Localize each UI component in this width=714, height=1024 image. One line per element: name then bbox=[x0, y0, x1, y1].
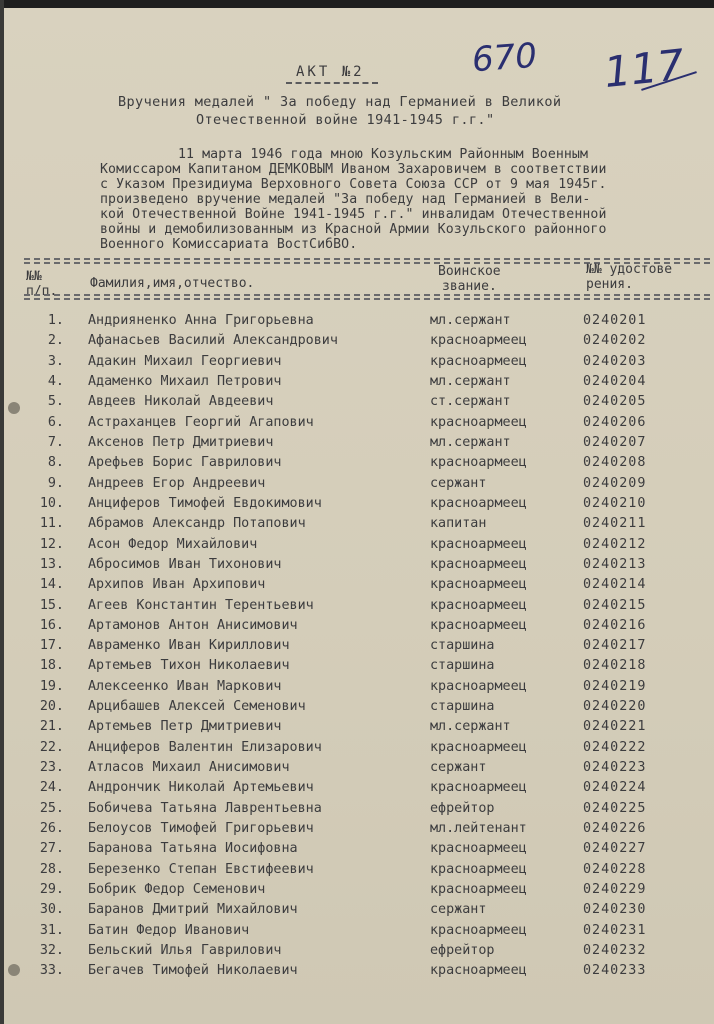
paragraph-line: 11 марта 1946 года мною Козульским Районным Военным bbox=[178, 147, 589, 162]
row-number: 8. bbox=[47, 455, 64, 471]
row-number: 16. bbox=[39, 617, 64, 633]
document-subtitle-line2: Отечественной войне 1941-1945 г.г." bbox=[196, 112, 495, 128]
table-row bbox=[0, 577, 714, 597]
row-certificate-number: 0240212 bbox=[583, 536, 647, 552]
row-number: 32. bbox=[39, 942, 64, 958]
row-number: 1. bbox=[47, 313, 64, 328]
row-rank: мл.сержант bbox=[430, 313, 511, 328]
row-rank: ст.сержант bbox=[430, 394, 511, 410]
row-full-name: Артемьев Петр Дмитриевич bbox=[88, 719, 282, 735]
table-row bbox=[0, 476, 714, 496]
row-certificate-number: 0240221 bbox=[583, 719, 647, 735]
row-rank: красноармеец bbox=[430, 678, 527, 694]
paragraph-line: кой Отечественной Войне 1941-1945 г.г." инвалидам Отечественной bbox=[100, 207, 607, 222]
row-certificate-number: 0240231 bbox=[583, 922, 647, 938]
table-row bbox=[0, 516, 714, 536]
row-rank: сержант bbox=[430, 760, 487, 775]
row-certificate-number: 0240228 bbox=[583, 861, 647, 877]
row-rank: старшина bbox=[430, 699, 495, 715]
table-row bbox=[0, 719, 714, 739]
row-full-name: Березенко Степан Евстифеевич bbox=[88, 861, 314, 877]
document-title: АКТ №2 bbox=[296, 64, 365, 80]
row-number: 20. bbox=[39, 699, 64, 715]
header-cert: №№ удостове рения. bbox=[586, 262, 673, 292]
header-name: Фамилия,имя,отчество. bbox=[90, 276, 255, 291]
table-row bbox=[0, 821, 714, 841]
paragraph-line: произведено вручение медалей "За победу над Германией в Вели- bbox=[100, 192, 591, 207]
row-certificate-number: 0240225 bbox=[583, 800, 647, 816]
row-certificate-number: 0240220 bbox=[583, 699, 647, 715]
table-row bbox=[0, 862, 714, 882]
row-rank: мл.сержант bbox=[430, 374, 511, 389]
row-certificate-number: 0240233 bbox=[583, 963, 647, 979]
row-number: 5. bbox=[47, 394, 64, 410]
table-row bbox=[0, 658, 714, 678]
row-certificate-number: 0240202 bbox=[583, 333, 647, 349]
row-full-name: Андрияненко Анна Григорьевна bbox=[88, 313, 314, 328]
row-rank: мл.лейтенант bbox=[430, 821, 527, 836]
row-rank: старшина bbox=[430, 658, 495, 674]
row-certificate-number: 0240209 bbox=[583, 475, 647, 491]
table-row bbox=[0, 740, 714, 760]
row-number: 18. bbox=[39, 658, 64, 674]
row-certificate-number: 0240222 bbox=[583, 739, 647, 755]
row-certificate-number: 0240211 bbox=[583, 516, 647, 532]
table-row bbox=[0, 760, 714, 780]
table-row bbox=[0, 333, 714, 353]
row-rank: старшина bbox=[430, 638, 495, 654]
row-number: 14. bbox=[39, 577, 64, 593]
row-full-name: Арцибашев Алексей Семенович bbox=[88, 699, 306, 715]
table-header-rule bbox=[24, 298, 710, 300]
paragraph-line: Комиссаром Капитаном ДЕМКОВЫМ Иваном Захаровичем в соответствии bbox=[100, 162, 607, 177]
row-rank: красноармеец bbox=[430, 556, 527, 572]
row-rank: сержант bbox=[430, 902, 487, 918]
row-certificate-number: 0240229 bbox=[583, 882, 647, 897]
row-full-name: Баранова Татьяна Иосифовна bbox=[88, 841, 298, 857]
row-number: 25. bbox=[39, 800, 64, 816]
table-row bbox=[0, 638, 714, 658]
handwritten-number-left: 670 bbox=[470, 35, 539, 81]
row-certificate-number: 0240217 bbox=[583, 638, 647, 654]
document-subtitle-line1: Вручения медалей " За победу над Германией в Великой bbox=[118, 94, 562, 110]
row-rank: красноармеец bbox=[430, 780, 527, 796]
row-rank: красноармеец bbox=[430, 841, 527, 857]
row-full-name: Абрамов Александр Потапович bbox=[88, 516, 306, 532]
row-full-name: Агеев Константин Терентьевич bbox=[88, 597, 314, 613]
table-row bbox=[0, 496, 714, 516]
row-certificate-number: 0240213 bbox=[583, 556, 647, 572]
row-number: 24. bbox=[39, 780, 64, 796]
row-full-name: Баранов Дмитрий Михайлович bbox=[88, 902, 298, 918]
row-certificate-number: 0240204 bbox=[583, 374, 647, 389]
header-num: №№ п/п. bbox=[26, 269, 58, 299]
row-full-name: Артамонов Антон Анисимович bbox=[88, 617, 298, 633]
row-certificate-number: 0240205 bbox=[583, 394, 647, 410]
row-full-name: Астраханцев Георгий Агапович bbox=[88, 414, 314, 430]
row-number: 17. bbox=[39, 638, 64, 654]
table-row bbox=[0, 882, 714, 902]
row-certificate-number: 0240216 bbox=[583, 617, 647, 633]
table-row bbox=[0, 415, 714, 435]
table-row bbox=[0, 923, 714, 943]
row-full-name: Адакин Михаил Георгиевич bbox=[88, 353, 282, 369]
row-number: 28. bbox=[39, 861, 64, 877]
table-header-rule bbox=[24, 294, 710, 296]
table-row bbox=[0, 679, 714, 699]
row-full-name: Анциферов Валентин Елизарович bbox=[88, 739, 322, 755]
row-rank: красноармеец bbox=[430, 739, 527, 755]
row-rank: красноармеец bbox=[430, 861, 527, 877]
row-certificate-number: 0240226 bbox=[583, 821, 647, 836]
row-rank: ефрейтор bbox=[430, 800, 495, 816]
row-full-name: Авраменко Иван Кириллович bbox=[88, 638, 290, 654]
row-certificate-number: 0240224 bbox=[583, 780, 647, 796]
row-full-name: Анциферов Тимофей Евдокимович bbox=[88, 495, 322, 511]
row-rank: красноармеец bbox=[430, 922, 527, 938]
row-full-name: Алексеенко Иван Маркович bbox=[88, 678, 282, 694]
row-number: 10. bbox=[39, 495, 64, 511]
row-number: 26. bbox=[39, 821, 64, 836]
header-rank: Воинское звание. bbox=[438, 264, 501, 294]
table-row bbox=[0, 699, 714, 719]
row-rank: сержант bbox=[430, 475, 487, 491]
row-rank: красноармеец bbox=[430, 414, 527, 430]
handwritten-number-right: 117 bbox=[601, 39, 687, 98]
table-row bbox=[0, 598, 714, 618]
row-certificate-number: 0240218 bbox=[583, 658, 647, 674]
table-row bbox=[0, 801, 714, 821]
row-certificate-number: 0240214 bbox=[583, 577, 647, 593]
row-number: 4. bbox=[47, 374, 64, 389]
row-number: 3. bbox=[47, 353, 64, 369]
table-row bbox=[0, 943, 714, 963]
row-number: 22. bbox=[39, 739, 64, 755]
row-rank: мл.сержант bbox=[430, 434, 511, 450]
row-number: 29. bbox=[39, 882, 64, 897]
row-number: 23. bbox=[39, 760, 64, 775]
row-certificate-number: 0240208 bbox=[583, 455, 647, 471]
row-full-name: Адаменко Михаил Петрович bbox=[88, 374, 282, 389]
row-number: 30. bbox=[39, 902, 64, 918]
row-rank: красноармеец bbox=[430, 333, 527, 349]
table-row bbox=[0, 455, 714, 475]
paragraph-line: с Указом Президиума Верховного Совета Союза ССР от 9 мая 1945г. bbox=[100, 177, 607, 192]
row-full-name: Батин Федор Иванович bbox=[88, 922, 250, 938]
row-rank: красноармеец bbox=[430, 536, 527, 552]
row-full-name: Афанасьев Василий Александрович bbox=[88, 333, 338, 349]
row-number: 19. bbox=[39, 678, 64, 694]
table-row bbox=[0, 354, 714, 374]
table-row bbox=[0, 963, 714, 983]
row-rank: красноармеец bbox=[430, 455, 527, 471]
row-certificate-number: 0240230 bbox=[583, 902, 647, 918]
row-number: 33. bbox=[39, 963, 64, 979]
table-row bbox=[0, 841, 714, 861]
row-number: 2. bbox=[47, 333, 64, 349]
row-full-name: Андреев Егор Андреевич bbox=[88, 475, 266, 491]
row-certificate-number: 0240203 bbox=[583, 353, 647, 369]
row-number: 13. bbox=[39, 556, 64, 572]
paragraph-line: Военного Комиссариата ВостСибВО. bbox=[100, 237, 358, 252]
row-full-name: Аксенов Петр Дмитриевич bbox=[88, 434, 274, 450]
row-certificate-number: 0240223 bbox=[583, 760, 647, 775]
row-full-name: Бобичева Татьяна Лаврентьевна bbox=[88, 800, 322, 816]
table-row bbox=[0, 435, 714, 455]
row-rank: красноармеец bbox=[430, 495, 527, 511]
row-number: 31. bbox=[39, 922, 64, 938]
row-number: 11. bbox=[39, 516, 64, 532]
row-rank: красноармеец bbox=[430, 963, 527, 979]
row-rank: капитан bbox=[430, 516, 487, 532]
row-rank: красноармеец bbox=[430, 617, 527, 633]
table-row bbox=[0, 780, 714, 800]
row-rank: мл.сержант bbox=[430, 719, 511, 735]
row-number: 15. bbox=[39, 597, 64, 613]
table-row bbox=[0, 313, 714, 333]
row-rank: красноармеец bbox=[430, 577, 527, 593]
row-rank: ефрейтор bbox=[430, 942, 495, 958]
row-full-name: Атласов Михаил Анисимович bbox=[88, 760, 290, 775]
table-row bbox=[0, 394, 714, 414]
row-full-name: Бобрик Федор Семенович bbox=[88, 882, 266, 897]
row-certificate-number: 0240206 bbox=[583, 414, 647, 430]
scan-top-edge bbox=[0, 0, 714, 8]
paragraph-line: войны и демобилизованным из Красной Армии Козульского районного bbox=[100, 222, 607, 237]
row-rank: красноармеец bbox=[430, 353, 527, 369]
row-number: 9. bbox=[47, 475, 64, 491]
row-number: 7. bbox=[47, 434, 64, 450]
table-row bbox=[0, 618, 714, 638]
row-full-name: Архипов Иван Архипович bbox=[88, 577, 266, 593]
table-top-rule bbox=[24, 258, 710, 260]
row-rank: красноармеец bbox=[430, 882, 527, 897]
row-certificate-number: 0240207 bbox=[583, 434, 647, 450]
row-full-name: Артемьев Тихон Николаевич bbox=[88, 658, 290, 674]
row-rank: красноармеец bbox=[430, 597, 527, 613]
table-row bbox=[0, 374, 714, 394]
row-certificate-number: 0240232 bbox=[583, 942, 647, 958]
row-number: 6. bbox=[47, 414, 64, 430]
title-underline bbox=[286, 82, 378, 84]
row-full-name: Асон Федор Михайлович bbox=[88, 536, 258, 552]
row-number: 27. bbox=[39, 841, 64, 857]
row-full-name: Абросимов Иван Тихонович bbox=[88, 556, 282, 572]
row-full-name: Бегачев Тимофей Николаевич bbox=[88, 963, 298, 979]
row-full-name: Андрончик Николай Артемьевич bbox=[88, 780, 314, 796]
row-certificate-number: 0240210 bbox=[583, 495, 647, 511]
row-certificate-number: 0240215 bbox=[583, 597, 647, 613]
table-row bbox=[0, 537, 714, 557]
row-full-name: Белоусов Тимофей Григорьевич bbox=[88, 821, 314, 836]
table-row bbox=[0, 902, 714, 922]
row-full-name: Бельский Илья Гаврилович bbox=[88, 942, 282, 958]
row-full-name: Арефьев Борис Гаврилович bbox=[88, 455, 282, 471]
table-row bbox=[0, 557, 714, 577]
row-certificate-number: 0240227 bbox=[583, 841, 647, 857]
row-number: 21. bbox=[39, 719, 64, 735]
row-certificate-number: 0240201 bbox=[583, 313, 647, 328]
row-full-name: Авдеев Николай Авдеевич bbox=[88, 394, 274, 410]
row-number: 12. bbox=[39, 536, 64, 552]
row-certificate-number: 0240219 bbox=[583, 678, 647, 694]
